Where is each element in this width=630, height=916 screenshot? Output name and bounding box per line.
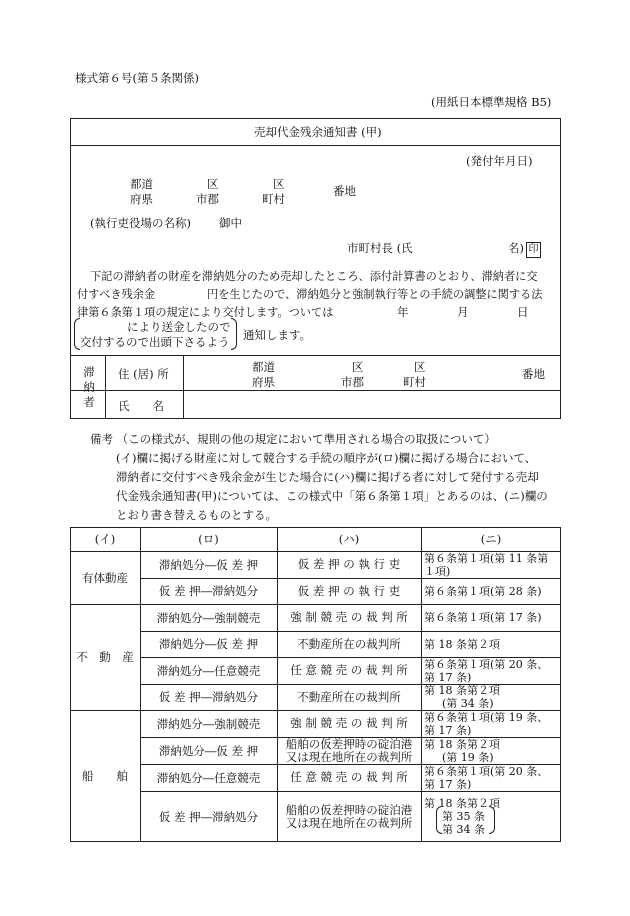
addr-todo: 都道 — [130, 177, 153, 191]
recipient-cell — [277, 764, 421, 791]
t-fuken: 府県 — [252, 375, 275, 389]
table-header: (イ) — [94, 532, 116, 546]
option-appear: 交付するので出頭下さるよう — [80, 335, 230, 349]
rewrite-cell — [424, 684, 560, 710]
rewrite-line-1: 第 18 条第２項 — [424, 797, 500, 810]
rewrite-cell — [424, 551, 560, 578]
procedure-order: 仮 差 押―滞納処分 — [158, 584, 259, 598]
rewrite-line-1: 第６条第１項(第 17 条) — [424, 611, 542, 624]
rewrite-cell — [424, 737, 560, 764]
rewrite-line-1: 第 18 条第２項 — [424, 737, 500, 751]
rewrite-line-2: 第 17 条) — [424, 777, 472, 791]
recipient-line-1: 強 制 競 売 の 裁 判 所 — [290, 610, 408, 624]
seal-mark: 印 — [526, 242, 541, 258]
remarks-line-4: とおり書き替えるものとする。 — [116, 508, 277, 522]
month-label: 月 — [457, 305, 469, 319]
rewrite-cell — [424, 657, 560, 684]
addr-fuken: 府県 — [130, 192, 153, 206]
day-label: 日 — [517, 305, 529, 319]
option-brace-left — [436, 806, 442, 834]
rewrite-line-1: 第６条第１項(第 19 条、 — [424, 710, 549, 724]
rewrite-line-2: 第 35 条 — [442, 810, 485, 823]
rewrite-line-1: 第６条第１項(第 20 条、 — [424, 764, 549, 778]
t-shigun: 市郡 — [341, 375, 364, 389]
recipient-line-1: 船舶の仮差押時の碇泊港 — [285, 802, 413, 817]
t-ku-2: 区 — [414, 360, 426, 374]
rewrite-cell — [424, 578, 560, 604]
rewrite-line-1: 第６条第１項(第 20 条、 — [424, 657, 549, 671]
recipient-cell — [277, 631, 421, 657]
brace-right — [231, 318, 237, 350]
procedure-order: 仮 差 押―滞納処分 — [158, 809, 259, 824]
remarks-line-3: 代金残余通知書(甲)については、この様式中「第６条第１項」とあるのは、(ニ)欄の — [116, 489, 548, 503]
recipient-line-2: 又は現在地所在の裁判所 — [285, 749, 413, 764]
remarks-line-1: (イ)欄に掲げる財産に対して競合する手続の順序が(ロ)欄に掲げる場合において、 — [116, 451, 537, 465]
recipient-line-1: 任 意 競 売 の 裁 判 所 — [290, 663, 408, 677]
rewrite-line-2: 第 17 条) — [424, 670, 472, 684]
rewrite-line-2: １項) — [424, 564, 451, 578]
year-label: 年 — [397, 305, 409, 319]
recipient-cell — [277, 604, 421, 631]
option-remit: により送金したので — [127, 320, 231, 334]
recipient-cell — [277, 684, 421, 710]
rewrite-line-2: 第 17 条) — [424, 723, 472, 737]
office-name: (執行吏役場の名称) — [90, 216, 191, 230]
procedure-order: 滞納処分―任意競売 — [156, 663, 261, 678]
recipient-line-1: 船舶の仮差押時の碇泊港 — [285, 736, 413, 751]
rewrite-cell — [424, 764, 560, 791]
addr-shigun: 市郡 — [196, 192, 219, 206]
rewrite-cell — [424, 604, 560, 631]
body-line-2b: 円を生じたので、滞納処分と強制執行等との手続の調整に関する法 — [207, 288, 543, 301]
notice-text: 通知します。 — [243, 328, 312, 342]
recipient-cell — [277, 578, 421, 604]
group-movables: 有体動産 — [82, 570, 128, 585]
body-line-2a: 付すべき残余金 — [77, 288, 156, 301]
recipient-line-1: 不動産所在の裁判所 — [297, 636, 401, 651]
rewrite-cell — [424, 631, 560, 657]
recipient-cell — [277, 737, 421, 764]
recipient-line-1: 強 制 競 売 の 裁 判 所 — [290, 716, 408, 730]
table-header: (ロ) — [198, 532, 219, 546]
recipient-line-1: 任 意 競 売 の 裁 判 所 — [290, 770, 408, 784]
recipient-cell — [277, 657, 421, 684]
procedure-order: 滞納処分―仮 差 押 — [158, 743, 259, 758]
recipient-cell — [277, 791, 421, 842]
taxpayer-label: 滞 納 者 — [83, 365, 95, 409]
rewrite-line-1: 第６条第１項(第 11 条第 — [424, 551, 549, 565]
form-title: 売却代金残余通知書 (甲) — [254, 125, 382, 139]
recipient-line-1: 仮 差 押 の 執 行 吏 — [297, 583, 401, 598]
onchu: 御中 — [219, 216, 242, 230]
mayor-label: 市町村長 (氏 — [347, 241, 413, 255]
issue-date: (発付年月日) — [466, 154, 533, 168]
rewrite-line-3: 第 34 条 — [442, 823, 485, 836]
recipient-line-1: 仮 差 押 の 執 行 吏 — [297, 557, 401, 571]
procedure-order: 滞納処分―任意競売 — [156, 770, 261, 785]
addr-banchi: 番地 — [333, 184, 356, 198]
mayor-name-close: 名) 印 — [508, 240, 541, 258]
table-header: (ニ) — [480, 532, 502, 546]
body-line-3: 律第６条第１項の規定により交付します。ついては — [77, 306, 334, 319]
rewrite-line-1: 第 18 条第２項 — [424, 684, 500, 697]
recipient-cell — [277, 710, 421, 737]
rewrite-line-1: 第６条第１項(第 28 条) — [424, 584, 542, 598]
procedure-order: 仮 差 押―滞納処分 — [158, 690, 259, 704]
procedure-order: 滞納処分―仮 差 押 — [158, 557, 259, 572]
t-todo: 都道 — [252, 360, 275, 374]
addr-ku-1: 区 — [207, 177, 219, 191]
recipient-line-1: 不動産所在の裁判所 — [297, 689, 401, 704]
body-line-1: 下記の滞納者の財産を滞納処分のため売却したところ、添付計算書のとおり、滞納者に交 — [90, 270, 538, 283]
paper-spec: (用紙日本標準規格 B5) — [431, 95, 552, 109]
rewrite-line-2: (第 34 条) — [442, 697, 494, 710]
residence-label: 住 (居) 所 — [118, 367, 169, 381]
procedure-order: 滞納処分―強制競売 — [156, 610, 261, 625]
t-banchi: 番地 — [522, 367, 545, 381]
rewrite-line-1: 第 18 条第２項 — [424, 637, 500, 651]
rewrite-line-2: (第 19 条) — [442, 750, 494, 764]
t-chouson: 町村 — [403, 375, 426, 389]
name-label: 氏 名 — [118, 399, 164, 413]
addr-chouson: 町村 — [262, 192, 285, 206]
procedure-order: 滞納処分―仮 差 押 — [158, 637, 259, 651]
option-brace-right — [489, 806, 495, 834]
rewrite-cell — [424, 710, 560, 737]
procedure-order: 滞納処分―強制競売 — [156, 716, 261, 731]
t-ku-1: 区 — [352, 360, 364, 374]
group-real-estate: 不 動 産 — [76, 650, 134, 664]
table-header: (ハ) — [338, 532, 360, 546]
group-ships: 船 舶 — [82, 769, 128, 783]
addr-ku-2: 区 — [273, 177, 285, 191]
form-number: 様式第６号(第５条関係) — [75, 71, 199, 85]
remarks-line-2: 滞納者に交付すべき残余金が生じた場合に(ハ)欄に掲げる者に対して発付する売却 — [116, 470, 539, 484]
recipient-line-2: 又は現在地所在の裁判所 — [285, 815, 413, 830]
remarks-title: 備考 （この様式が、規則の他の規定において準用される場合の取扱について） — [90, 432, 496, 446]
recipient-cell — [277, 551, 421, 578]
